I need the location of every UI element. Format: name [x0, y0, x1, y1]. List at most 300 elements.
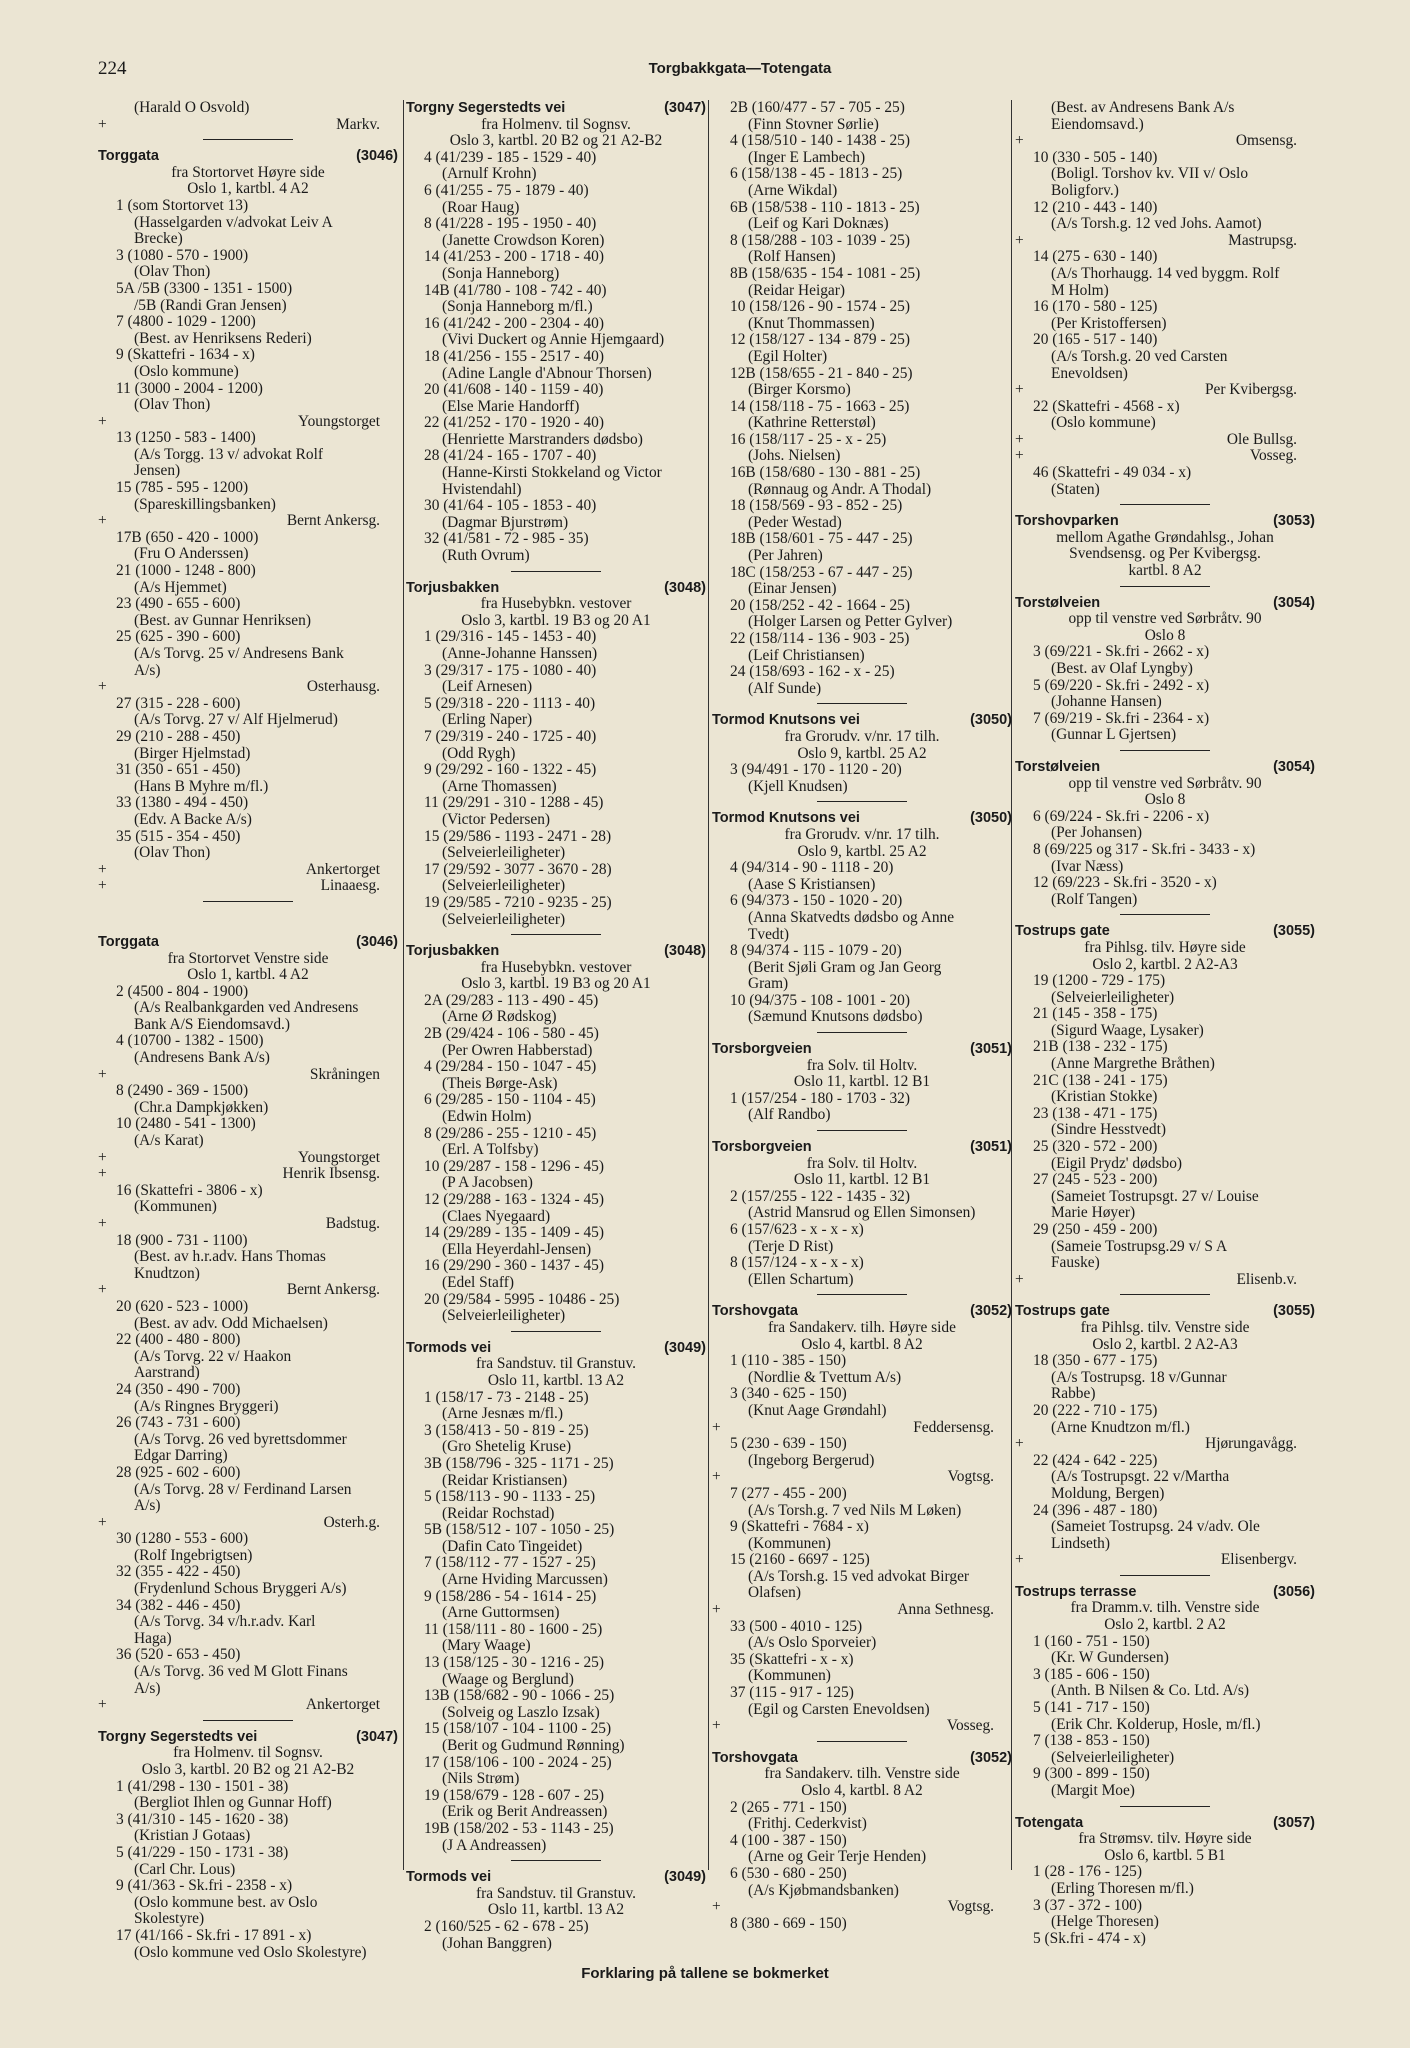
owner-line: (Arne Ø Rødskog) [442, 1008, 557, 1026]
property-entry: 27 (315 - 228 - 600) [116, 694, 241, 712]
cross-street-name: Per Kvibergsg. [1204, 381, 1297, 399]
cross-street-name: Ankertorget [305, 860, 380, 878]
column-rule [403, 100, 404, 1870]
property-entry: 27 (245 - 523 - 200) [1033, 1171, 1158, 1189]
property-entry: 15 (2160 - 6697 - 125) [730, 1551, 870, 1569]
owner-line: (Berit og Gudmund Rønning) [442, 1737, 625, 1754]
property-entry: 8 (157/124 - x - x - x) [730, 1254, 864, 1272]
street-code: (3055) [1273, 923, 1315, 940]
property-entry: 7 (4800 - 1029 - 1200) [116, 313, 256, 331]
property-entry: 20 (222 - 710 - 175) [1033, 1401, 1158, 1419]
owner-line: (Arne Thomassen) [442, 777, 557, 795]
owner-line: (Johan Banggren) [442, 1934, 552, 1952]
property-entry: 4 (29/284 - 150 - 1047 - 45) [424, 1058, 597, 1076]
cross-street-name: Omsensg. [1235, 132, 1297, 150]
owner-line: (Kommunen) [748, 1534, 831, 1552]
street-code: (3055) [1273, 1303, 1315, 1320]
property-entry: 12 (210 - 443 - 140) [1033, 198, 1158, 216]
owner-line: (A/s Realbankgarden ved Andresens [134, 999, 359, 1017]
owner-line: (Birger Hjelmstad) [134, 744, 251, 762]
street-code: (3046) [356, 933, 398, 950]
street-heading [406, 1340, 706, 1357]
cross-street-mark: + [98, 512, 107, 530]
property-entry: 29 (250 - 459 - 200) [1033, 1221, 1158, 1238]
owner-line: (Staten) [1051, 480, 1100, 498]
cross-street-name: Mastrupsg. [1228, 231, 1297, 249]
owner-line: (Arnulf Krohn) [442, 165, 537, 183]
section-divider [203, 1720, 293, 1721]
owner-line: /5B (Randi Gran Jensen) [134, 296, 287, 314]
cross-street [1015, 1436, 1315, 1453]
street-heading [98, 148, 398, 165]
property-entry: 20 (41/608 - 140 - 1159 - 40) [424, 381, 604, 399]
owner-line: A/s) [134, 661, 161, 679]
owner-line: (Best. av h.r.adv. Hans Thomas [134, 1248, 326, 1266]
section-divider [1120, 750, 1210, 751]
owner-line: (Solveig og Laszlo Izsak) [442, 1703, 600, 1721]
owner-line: (Erik Chr. Kolderup, Hosle, m/fl.) [1051, 1715, 1261, 1733]
street-description: fra Pihlsg. tilv. Høyre side [1084, 938, 1246, 956]
street-description: Oslo 1, kartbl. 4 A2 [187, 180, 309, 198]
property-entry: 9 (158/286 - 54 - 1614 - 25) [424, 1587, 597, 1605]
property-entry: 4 (158/510 - 140 - 1438 - 25) [730, 132, 910, 150]
owner-line: (Hasselgarden v/advokat Leiv A [134, 213, 333, 231]
property-entry: 22 (41/252 - 170 - 1920 - 40) [424, 414, 604, 432]
owner-line: (A/s Kjøbmandsbanken) [748, 1881, 899, 1899]
cross-street [712, 1602, 1012, 1619]
cross-street-mark: + [98, 115, 107, 133]
street-heading [1015, 595, 1315, 612]
property-entry: 15 (29/586 - 1193 - 2471 - 28) [424, 827, 612, 845]
property-entry: 9 (300 - 899 - 150) [1033, 1765, 1150, 1783]
street-code: (3053) [1273, 513, 1315, 530]
street-name: Torstølveien [1015, 758, 1101, 775]
owner-line: (Edwin Holm) [442, 1108, 532, 1126]
cross-street [1015, 133, 1315, 150]
cross-street [98, 862, 398, 879]
street-description: fra Solv. til Holtv. [806, 1056, 918, 1074]
owner-line: A/s) [134, 1679, 161, 1697]
street-description: fra Husebybkn. vestover [480, 958, 632, 976]
owner-line: (Egil og Carsten Enevoldsen) [748, 1700, 930, 1718]
owner-line: (Sindre Hesstvedt) [1051, 1121, 1166, 1139]
property-entry: 6 (530 - 680 - 250) [730, 1864, 847, 1882]
owner-line: (Selveierleiligheter) [442, 1307, 566, 1325]
owner-line: (Bergliot Ihlen og Gunnar Hoff) [134, 1794, 332, 1812]
section-divider [817, 703, 907, 704]
owner-line: (Reidar Kristiansen) [442, 1471, 568, 1489]
street-description: fra Sandstuv. til Granstuv. [475, 1884, 636, 1902]
property-entry: 6 (69/224 - Sk.fri - 2206 - x) [1033, 807, 1210, 825]
property-entry: 24 (158/693 - 162 - x - 25) [730, 663, 895, 681]
cross-street [1015, 1272, 1315, 1289]
property-entry: 35 (515 - 354 - 450) [116, 827, 241, 845]
property-entry: 1 (29/316 - 145 - 1453 - 40) [424, 628, 597, 646]
property-entry: 19 (1200 - 729 - 175) [1033, 972, 1166, 990]
street-name: Torjusbakken [406, 943, 500, 960]
street-description: Svendsensg. og Per Kvibergsg. [1069, 545, 1261, 563]
property-entry: 10 (29/287 - 158 - 1296 - 45) [424, 1157, 604, 1175]
property-entry: 8 (380 - 669 - 150) [730, 1914, 847, 1932]
owner-line: (Frydenlund Schous Bryggeri A/s) [134, 1580, 347, 1598]
street-heading [1015, 1815, 1315, 1832]
owner-line: (Reidar Rochstad) [442, 1504, 555, 1522]
owner-line: Boligforv.) [1051, 181, 1119, 199]
cross-street [712, 1718, 1012, 1735]
property-entry: 34 (382 - 446 - 450) [116, 1596, 241, 1614]
street-code: (3049) [664, 1339, 706, 1356]
street-description: fra Stortorvet Venstre side [167, 949, 329, 967]
section-gap [98, 910, 398, 928]
owner-line: (Terje D Rist) [748, 1237, 834, 1255]
property-entry: 4 (94/314 - 90 - 1118 - 20) [730, 859, 894, 877]
owner-line: (Selveierleiligheter) [442, 877, 566, 895]
street-name: Torshovparken [1015, 513, 1119, 530]
owner-line: (A/s Torgg. 13 v/ advokat Rolf [134, 445, 324, 463]
section-divider [203, 901, 293, 902]
owner-line: (A/s Tostrupsgt. 22 v/Martha [1051, 1468, 1230, 1486]
owner-line: (Victor Pedersen) [442, 810, 551, 828]
property-entry: 4 (41/239 - 185 - 1529 - 40) [424, 148, 597, 166]
property-entry: 7 (29/319 - 240 - 1725 - 40) [424, 727, 597, 745]
owner-line: (P A Jacobsen) [442, 1174, 533, 1192]
property-entry: 6 (29/285 - 150 - 1104 - 45) [424, 1091, 596, 1109]
owner-line: (Finn Stovner Sørlie) [748, 115, 879, 133]
owner-line: (Sigurd Waage, Lysaker) [1051, 1021, 1204, 1039]
cross-street-mark: + [98, 1281, 107, 1299]
cross-street-name: Youngstorget [298, 412, 380, 430]
property-entry: 2B (29/424 - 106 - 580 - 45) [424, 1025, 599, 1043]
property-entry: 7 (69/219 - Sk.fri - 2364 - x) [1033, 709, 1210, 727]
owner-line: Aarstrand) [134, 1364, 200, 1382]
street-description: opp til venstre ved Sørbråtv. 90 [1068, 774, 1262, 792]
street-heading [712, 1303, 1012, 1320]
owner-line: Bank A/S Eiendomsavd.) [134, 1015, 291, 1033]
property-entry: 17 (41/166 - Sk.fri - 17 891 - x) [116, 1926, 312, 1944]
owner-line: Eiendomsavd.) [1051, 115, 1144, 133]
street-code: (3052) [970, 1749, 1012, 1766]
cross-street-name: Bernt Ankersg. [286, 512, 380, 530]
property-entry: 6 (157/623 - x - x - x) [730, 1221, 864, 1238]
owner-line: (Adine Langle d'Abnour Thorsen) [442, 364, 652, 382]
property-entry: 3 (41/310 - 145 - 1620 - 38) [116, 1810, 289, 1828]
cross-street [98, 513, 398, 530]
cross-street-mark: + [1015, 430, 1024, 448]
property-entry: 14 (41/253 - 200 - 1718 - 40) [424, 248, 604, 266]
owner-line: (Best. av Gunnar Henriksen) [134, 611, 311, 629]
property-entry: 11 (3000 - 2004 - 1200) [116, 379, 263, 397]
cross-street [98, 878, 398, 895]
street-description: fra Pihlsg. tilv. Venstre side [1080, 1318, 1250, 1336]
street-code: (3054) [1273, 758, 1315, 775]
property-entry: 8B (158/635 - 154 - 1081 - 25) [730, 264, 921, 282]
column-2 [406, 100, 706, 1952]
owner-line: (Olav Thon) [134, 844, 211, 862]
cross-street [98, 1697, 398, 1714]
cross-street-name: Ankertorget [305, 1696, 380, 1714]
running-head: Torgbakkgata—Totengata [648, 60, 832, 77]
owner-line: (Johs. Nielsen) [748, 447, 841, 465]
property-entry: 2A (29/283 - 113 - 490 - 45) [424, 991, 599, 1009]
street-name: Tormods vei [406, 1339, 492, 1356]
street-code: (3047) [664, 100, 706, 116]
property-entry: 7 (277 - 455 - 200) [730, 1484, 847, 1502]
owner-line: (Rønnaug og Andr. A Thodal) [748, 480, 932, 498]
street-name: Torshovgata [712, 1303, 798, 1320]
street-description: Oslo 11, kartbl. 12 B1 [793, 1073, 931, 1091]
section-divider [1120, 1294, 1210, 1295]
property-entry: 9 (41/363 - Sk.fri - 2358 - x) [116, 1877, 293, 1895]
street-heading [712, 1041, 1012, 1058]
street-description: Oslo 1, kartbl. 4 A2 [187, 966, 309, 984]
street-name: Tormod Knutsons vei [712, 810, 860, 827]
owner-line: (A/s Torvg. 34 v/h.r.adv. Karl [134, 1613, 316, 1631]
property-entry: 4 (100 - 387 - 150) [730, 1831, 847, 1849]
page-header [80, 58, 1400, 88]
street-code: (3057) [1273, 1814, 1315, 1831]
owner-line: (A/s Thorhaugg. 14 ved byggm. Rolf [1051, 264, 1280, 282]
property-entry: 5 (141 - 717 - 150) [1033, 1699, 1150, 1717]
street-description: Oslo 8 [1144, 791, 1186, 809]
property-entry: 3 (340 - 625 - 150) [730, 1385, 847, 1403]
street-description: Oslo 11, kartbl. 12 B1 [793, 1171, 931, 1189]
owner-line: (Einar Jensen) [748, 580, 837, 598]
cross-street-name: Henrik Ibsensg. [282, 1165, 380, 1183]
street-description: fra Sandakerv. tilh. Venstre side [764, 1765, 960, 1783]
owner-line: (Astrid Mansrud og Ellen Simonsen) [748, 1204, 976, 1222]
owner-line: (Arne Wikdal) [748, 181, 838, 199]
cross-street-name: Vosseg. [946, 1717, 994, 1735]
street-description: fra Strømsv. tilv. Høyre side [1078, 1830, 1252, 1848]
owner-line: (Olav Thon) [134, 263, 211, 281]
cross-street [712, 1420, 1012, 1437]
owner-line: (Arne og Geir Terje Henden) [748, 1848, 927, 1866]
owner-line: M Holm) [1051, 281, 1109, 299]
cross-street [98, 1216, 398, 1233]
cross-street-mark: + [1015, 132, 1024, 150]
cross-street-mark: + [98, 1215, 107, 1232]
owner-line: (Per Kristoffersen) [1051, 314, 1167, 332]
page-number: 224 [98, 58, 127, 79]
property-entry: 2 (160/525 - 62 - 678 - 25) [424, 1917, 589, 1935]
owner-line: Enevoldsen) [1051, 364, 1128, 382]
cross-street [98, 1166, 398, 1183]
owner-line: (Leif Arnesen) [442, 678, 533, 696]
owner-line: (A/s Oslo Sporveier) [748, 1634, 877, 1652]
owner-line: Rabbe) [1051, 1385, 1096, 1403]
owner-line: (Kommunen) [748, 1667, 831, 1685]
owner-line: (Gro Shetelig Kruse) [442, 1438, 572, 1456]
owner-line: (Leif og Kari Doknæs) [748, 215, 889, 233]
owner-line: (Dafin Cato Tingeidet) [442, 1537, 583, 1555]
owner-line: Marie Høyer) [1051, 1204, 1136, 1222]
owner-line: (A/s Hjemmet) [134, 578, 227, 596]
street-heading [712, 1750, 1012, 1767]
owner-line: (Dagmar Bjurstrøm) [442, 513, 569, 531]
property-entry: 24 (350 - 490 - 700) [116, 1380, 241, 1398]
owner-line: (Sameie Tostrupsg.29 v/ S A [1051, 1237, 1228, 1255]
cross-street-mark: + [1015, 381, 1024, 399]
owner-line: (Odd Rygh) [442, 744, 516, 762]
column-1 [98, 99, 398, 1961]
owner-line: (Kathrine Retterstøl) [748, 414, 876, 432]
property-entry: 10 (158/126 - 90 - 1574 - 25) [730, 298, 910, 316]
section-divider [817, 1294, 907, 1295]
section-divider [1120, 1575, 1210, 1576]
owner-line: (Else Marie Handorff) [442, 397, 580, 415]
property-entry: 24 (396 - 487 - 180) [1033, 1501, 1158, 1519]
property-entry: 17 (158/106 - 100 - 2024 - 25) [424, 1753, 612, 1771]
cross-street-mark: + [98, 860, 107, 878]
property-entry: 5 (41/229 - 150 - 1731 - 38) [116, 1843, 289, 1861]
cross-street-mark: + [98, 1148, 107, 1166]
section-divider [1120, 1806, 1210, 1807]
cross-street-mark: + [712, 1898, 721, 1916]
owner-line: (Anna Skatvedts dødsbo og Anne [748, 908, 955, 926]
property-entry: 8 (2490 - 369 - 1500) [116, 1082, 249, 1100]
section-divider [817, 1741, 907, 1742]
property-entry: 2B (160/477 - 57 - 705 - 25) [730, 99, 905, 116]
owner-line: (Anne Margrethe Bråthen) [1051, 1055, 1215, 1073]
street-heading [406, 100, 706, 117]
owner-line: Lindseth) [1051, 1534, 1110, 1552]
property-entry: 13 (1250 - 583 - 1400) [116, 429, 256, 447]
owner-line: (Hanne-Kirsti Stokkeland og Victor [442, 464, 662, 482]
property-entry: 3 (94/491 - 170 - 1120 - 20) [730, 761, 902, 779]
property-entry: 8 (41/228 - 195 - 1950 - 40) [424, 215, 597, 233]
property-entry: 10 (94/375 - 108 - 1001 - 20) [730, 991, 910, 1009]
owner-line: (Theis Børge-Ask) [442, 1074, 558, 1092]
owner-line: (Best. av adv. Odd Michaelsen) [134, 1314, 328, 1332]
street-name: Torgny Segerstedts vei [406, 100, 566, 116]
owner-line: (Ruth Ovrum) [442, 547, 530, 565]
street-description: fra Holmenv. til Sognsv. [481, 115, 631, 133]
owner-line: (Kr. W Gundersen) [1051, 1649, 1169, 1667]
street-description: Oslo 9, kartbl. 25 A2 [797, 842, 927, 860]
cross-street-mark: + [98, 1065, 107, 1083]
owner-line: A/s) [134, 1497, 161, 1515]
property-entry: 12 (158/127 - 134 - 879 - 25) [730, 331, 910, 349]
owner-line: (A/s Torvg. 28 v/ Ferdinand Larsen [134, 1480, 352, 1498]
owner-line: (Harald O Osvold) [134, 99, 250, 116]
owner-line: (Henriette Marstranders dødsbo) [442, 430, 643, 448]
owner-line: (Kristian Stokke) [1051, 1088, 1158, 1106]
owner-line: (Margit Moe) [1051, 1782, 1135, 1799]
cross-street-mark: + [1015, 1270, 1024, 1288]
property-entry: 26 (743 - 731 - 600) [116, 1414, 241, 1432]
owner-line: Skolestyre) [134, 1910, 205, 1928]
property-entry: 5A /5B (3300 - 1351 - 1500) [116, 279, 293, 297]
cross-street-mark: + [712, 1717, 721, 1735]
property-entry: 11 (29/291 - 310 - 1288 - 45) [424, 794, 604, 812]
property-entry: 46 (Skattefri - 49 034 - x) [1033, 464, 1192, 482]
owner-line: (Boligl. Torshov kv. VII v/ Oslo [1051, 165, 1249, 183]
street-description: Oslo 11, kartbl. 13 A2 [487, 1901, 625, 1919]
section-divider [1120, 914, 1210, 915]
owner-line: (Oslo kommune ved Oslo Skolestyre) [134, 1943, 367, 1961]
owner-line: (Egil Holter) [748, 347, 828, 365]
owner-line: (Waage og Berglund) [442, 1670, 574, 1688]
owner-line: (Inger E Lambech) [748, 148, 866, 166]
cross-street-mark: + [712, 1418, 721, 1436]
owner-line: (A/s Torsh.g. 12 ved Johs. Aamot) [1051, 215, 1262, 233]
property-entry: 1 (41/298 - 130 - 1501 - 38) [116, 1777, 289, 1795]
property-entry: 14 (158/118 - 75 - 1663 - 25) [730, 397, 910, 415]
property-entry: 22 (424 - 642 - 225) [1033, 1451, 1158, 1469]
owner-line: (Chr.a Dampkjøkken) [134, 1098, 269, 1116]
owner-line: (Oslo kommune best. av Oslo [134, 1893, 318, 1911]
cross-street-name: Badstug. [325, 1215, 380, 1232]
cross-street-mark: + [1015, 231, 1024, 249]
property-entry: 3 (69/221 - Sk.fri - 2662 - x) [1033, 643, 1210, 661]
owner-line: (A/s Torsh.g. 7 ved Nils M Løken) [748, 1501, 962, 1519]
street-description: fra Holmenv. til Sognsv. [173, 1744, 323, 1762]
owner-line: (Arne Knudtzon m/fl.) [1051, 1418, 1190, 1436]
cross-street-name: Feddersensg. [913, 1418, 994, 1436]
street-description: Oslo 6, kartbl. 5 B1 [1104, 1846, 1226, 1864]
owner-line: (Oslo kommune) [1051, 414, 1156, 432]
property-entry: 3B (158/796 - 325 - 1171 - 25) [424, 1454, 614, 1472]
street-description: fra Dramm.v. tilh. Venstre side [1070, 1599, 1260, 1617]
owner-line: (Knut Aage Grøndahl) [748, 1401, 887, 1419]
property-entry: 29 (210 - 288 - 450) [116, 727, 241, 745]
owner-line: (Leif Christiansen) [748, 646, 865, 664]
property-entry: 31 (350 - 651 - 450) [116, 761, 241, 779]
property-entry: 18 (158/569 - 93 - 852 - 25) [730, 497, 903, 515]
property-entry: 4 (10700 - 1382 - 1500) [116, 1032, 264, 1050]
property-entry: 1 (157/254 - 180 - 1703 - 32) [730, 1089, 910, 1107]
owner-line: (Rolf Tangen) [1051, 890, 1138, 908]
section-divider [511, 571, 601, 572]
street-heading [712, 810, 1012, 827]
owner-line: (J A Andreassen) [442, 1836, 547, 1854]
property-entry: 14B (41/780 - 108 - 742 - 40) [424, 281, 607, 299]
street-heading [1015, 1303, 1315, 1320]
property-entry: 14 (29/289 - 135 - 1409 - 45) [424, 1224, 604, 1242]
property-entry: 15 (158/107 - 104 - 1100 - 25) [424, 1720, 612, 1738]
street-name: Tormods vei [406, 1869, 492, 1886]
owner-line: (Frithj. Cederkvist) [748, 1815, 867, 1833]
section-divider [817, 801, 907, 802]
street-description: Oslo 3, kartbl. 19 B3 og 20 A1 [461, 975, 651, 993]
street-description: fra Sandstuv. til Granstuv. [475, 1355, 636, 1373]
property-entry: 18 (350 - 677 - 175) [1033, 1352, 1158, 1370]
owner-line: (Best. av Henriksens Rederi) [134, 329, 312, 347]
street-heading [406, 1869, 706, 1886]
cross-street [1015, 382, 1315, 399]
street-name: Torgny Segerstedts vei [98, 1728, 258, 1745]
owner-line: (Per Jahren) [748, 547, 823, 565]
owner-line: (Sonja Hanneborg m/fl.) [442, 298, 593, 316]
property-entry: 5B (158/512 - 107 - 1050 - 25) [424, 1521, 615, 1539]
property-entry: 3 (1080 - 570 - 1900) [116, 246, 249, 264]
street-code: (3046) [356, 148, 398, 165]
owner-line: Haga) [134, 1629, 172, 1647]
street-heading [98, 934, 398, 951]
street-heading [1015, 513, 1315, 530]
street-description: fra Stortorvet Høyre side [171, 163, 325, 181]
street-description: fra Grorudv. v/nr. 17 tilh. [784, 727, 940, 745]
street-heading [1015, 759, 1315, 776]
column-rule [708, 100, 709, 1870]
street-name: Torggata [98, 933, 159, 950]
owner-line: (Selveierleiligheter) [1051, 1748, 1175, 1766]
property-entry: 6B (158/538 - 110 - 1813 - 25) [730, 198, 920, 216]
property-entry: 32 (41/581 - 72 - 985 - 35) [424, 530, 589, 548]
street-description: Oslo 4, kartbl. 8 A2 [801, 1335, 923, 1353]
cross-street-name: Osterhausg. [306, 678, 380, 696]
property-entry: 28 (41/24 - 165 - 1707 - 40) [424, 447, 597, 465]
